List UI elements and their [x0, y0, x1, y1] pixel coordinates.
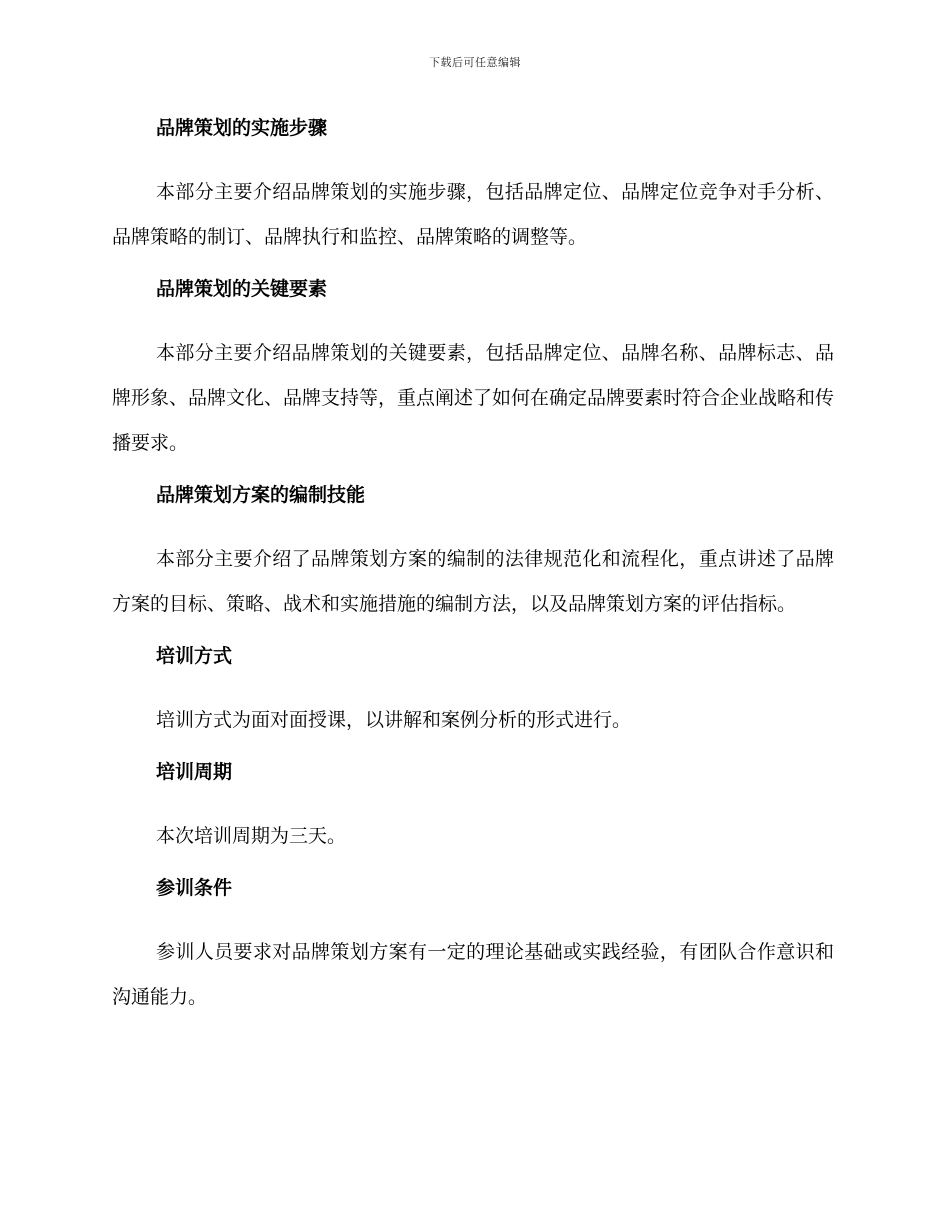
section-participation-requirements [112, 872, 834, 1020]
document-body [112, 112, 834, 1020]
page-header-note: 下载后可任意编辑 [429, 56, 521, 69]
section-heading: 品牌策划的实施步骤 [156, 117, 328, 139]
section-paragraph: 本部分主要介绍了品牌策划方案的编制的法律规范化和流程化，重点讲述了品牌方案的目标、策略、战术和实施措施的编制方法，以及品牌策划方案的评估指标。 [112, 548, 834, 615]
section-paragraph: 本部分主要介绍品牌策划的关键要素，包括品牌定位、品牌名称、品牌标志、品牌形象、品牌文化、品牌支持等，重点阐述了如何在确定品牌要素时符合企业战略和传播要求。 [112, 342, 835, 454]
section-heading: 品牌策划方案的编制技能 [156, 484, 366, 506]
section-heading: 参训条件 [156, 877, 233, 899]
section-paragraph: 培训方式为面对面授课，以讲解和案例分析的形式进行。 [156, 709, 632, 731]
section-implementation-steps [112, 112, 834, 273]
section-training-period [112, 756, 834, 872]
section-heading: 培训周期 [156, 761, 233, 783]
section-plan-drafting-skills [112, 479, 834, 640]
section-training-method [112, 640, 834, 756]
section-heading: 培训方式 [156, 645, 233, 667]
section-paragraph: 参训人员要求对品牌策划方案有一定的理论基础或实践经验，有团队合作意识和沟通能力。 [112, 941, 834, 1008]
section-key-elements [112, 273, 834, 479]
section-paragraph: 本部分主要介绍品牌策划的实施步骤，包括品牌定位、品牌定位竞争对手分析、品牌策略的制订、品牌执行和监控、品牌策略的调整等。 [112, 181, 834, 248]
section-paragraph: 本次培训周期为三天。 [156, 825, 347, 847]
section-heading: 品牌策划的关键要素 [156, 278, 328, 300]
